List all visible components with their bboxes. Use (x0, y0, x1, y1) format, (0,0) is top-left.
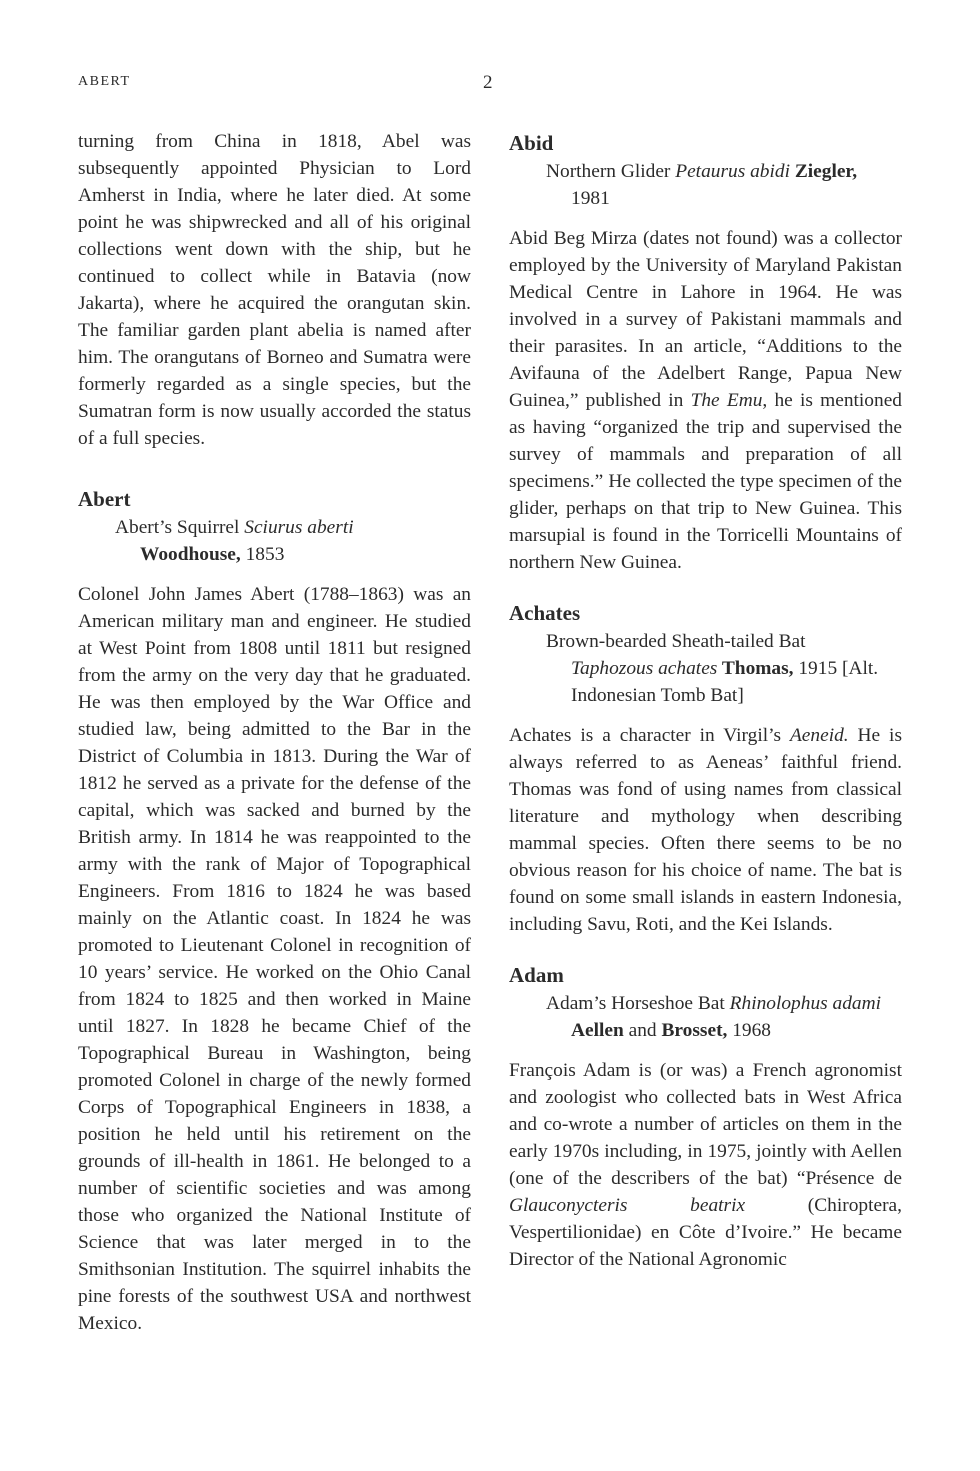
author-name: Brosset, (661, 1020, 728, 1041)
body-text: He is always referred to as Aeneas’ faithful friend. Thomas was fond of using names from classical literature and mythology when describing mammal species. Often there seems to be no obvious reason for his choice of name. The bat is found on some small islands in eastern Indonesia, including Savu, Roti, and the Kei Islands. (509, 725, 902, 935)
entry-body: Colonel John James Abert (1788–1863) was an American military man and engineer. He studied at West Point from 1808 until 1811 but resigned from the army on the very day that he graduated. He was then employed by the War Office and studied law, being admitted to the Bar in the District of Columbia in 1813. During the War of 1812 he served as a private for the defense of the capital, which was sacked and burned by the British army. In 1814 he was reappointed to the army with the rank of Major of Topographical Engineers. From 1816 to 1824 he was based mainly on the Atlantic coast. In 1824 he was promoted to Lieutenant Colonel in recognition of 10 years’ service. He worked on the Ohio Canal from 1824 to 1825 and then worked in Maine until 1827. In 1828 he became Chief of the Topographical Bureau in Washington, being promoted Colonel in charge of the newly formed Corps of Topographical Engineers in 1838, a position he held until his retirement on the grounds of ill-health in 1861. He belonged to a number of scientific societies and was among those who organized the National Institute of Science that was later merged in to the Smithsonian Institution. The squirrel inhabits the pine forests of the southwest USA and northwest Mexico. (78, 584, 471, 1334)
author-name: Woodhouse, (140, 544, 241, 565)
species-line (509, 628, 902, 709)
scientific-name: Taphozous achates (571, 658, 718, 679)
entry-heading: Achates (509, 601, 581, 625)
running-head: ABERT (78, 74, 131, 89)
continuation-paragraph: turning from China in 1818, Abel was subsequently appointed Physician to Lord Amherst in India, where he later died. At some point he was shipwrecked and all of his original collections went down with the ship, but he continued to collect while in Batavia (now Jakarta), where he acquired the orangutan skin. The familiar garden plant abelia is named after him. The orangutans of Borneo and Sumatra were formerly regarded as a single species, but the Sumatran form is now usually accorded the status of a full species. (78, 131, 471, 449)
common-name: Abert’s Squirrel (115, 517, 245, 538)
author-name: Thomas, (717, 658, 794, 679)
body-text: Abid Beg Mirza (dates not found) was a collector employed by the University of Maryland Pakistan Medical Centre in Lahore in 1964. He was involved in a survey of Pakistani mammals and their parasites. In an article, “Additions to the Avifauna of the Adelbert Range, Papua New Guinea,” published in (509, 228, 902, 411)
author-name: Ziegler, (789, 161, 858, 182)
species-line (509, 158, 902, 212)
left-column (78, 128, 471, 1337)
entry-body (509, 225, 902, 576)
scientific-name: Petaurus abidi (675, 161, 790, 182)
common-name: Adam’s Horseshoe Bat (546, 993, 730, 1014)
body-text: (Chiroptera, Vespertilionidae) en Côte d’Ivoire.” He became Director of the National Agronomic (509, 1195, 902, 1270)
entry-abid (509, 128, 902, 576)
right-column (509, 128, 902, 1273)
species-citation: Glauconycteris beatrix (509, 1195, 746, 1216)
common-name: Brown-bearded Sheath-tailed Bat (546, 631, 806, 652)
page-number: 2 (483, 72, 493, 93)
body-text: , he is mentioned as having “organized the trip and supervised the survey of mammals and preparation of all specimens.” He collected the type specimen of the glider, perhaps on that trip to New Guinea. This marsupial is found in the Torricelli Mountains of northern New Guinea. (509, 390, 902, 573)
scientific-name: Rhinolophus adami (729, 993, 882, 1014)
entry-heading: Adam (509, 963, 564, 987)
entry-body (509, 1057, 902, 1273)
conjunction: and (623, 1020, 662, 1041)
year: 1968 (727, 1020, 772, 1041)
body-text: Achates is a character in Virgil’s (509, 725, 790, 746)
entry-body (509, 722, 902, 938)
year-alt-name: 1915 [Alt. Indonesian Tomb Bat] (571, 658, 879, 706)
author-name: Aellen (571, 1020, 624, 1041)
scientific-name: Sciurus aberti (244, 517, 354, 538)
journal-title: The Emu (690, 390, 763, 411)
entry-abert (78, 484, 471, 1337)
entry-achates (509, 598, 902, 938)
common-name: Northern Glider (546, 161, 676, 182)
species-line (78, 514, 471, 568)
entry-adam (509, 960, 902, 1273)
work-title: Aeneid. (789, 725, 849, 746)
year: 1853 (240, 544, 285, 565)
entry-heading: Abid (509, 131, 554, 155)
body-text: François Adam is (or was) a French agronomist and zoologist who collected bats in West Africa and co-wrote a number of articles on them in the early 1970s including, in 1975, jointly with Aellen (one of the describers of the bat) “Présence de (509, 1060, 902, 1189)
species-line (509, 990, 902, 1044)
year: 1981 (571, 188, 610, 209)
entry-heading: Abert (78, 487, 131, 511)
